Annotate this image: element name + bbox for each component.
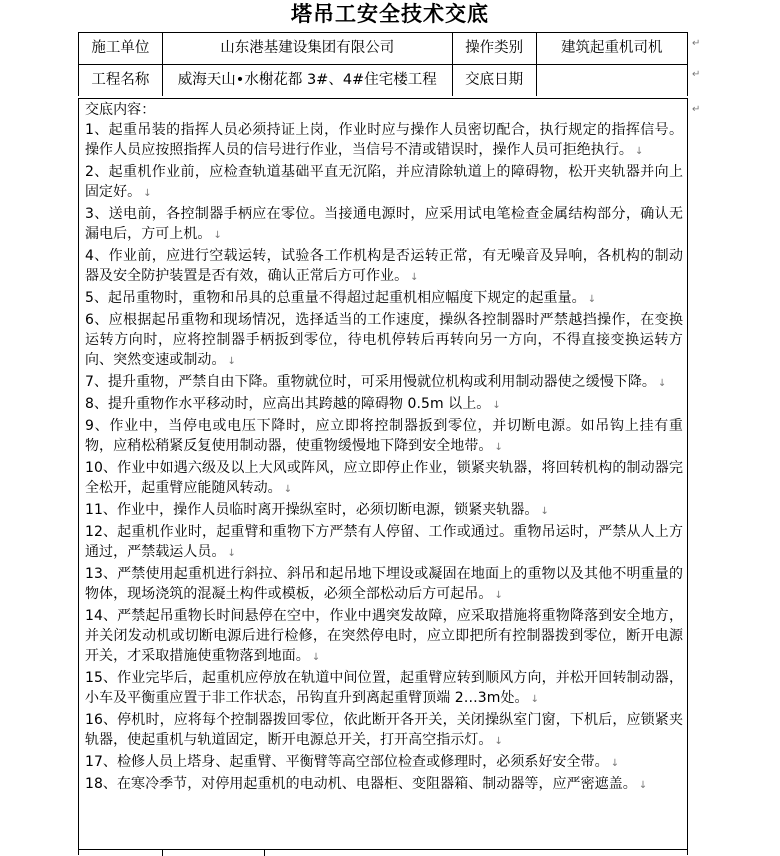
paragraph-mark-icon: ↓ [143,188,152,199]
label-project-name: 工程名称 [79,65,163,96]
paragraph-mark-icon: ↓ [492,400,501,411]
paragraph-mark-icon: ↓ [494,442,503,453]
list-item [85,394,683,416]
paragraph-mark-icon: ↓ [657,378,667,389]
item-text: 17、检修人员上塔身、起重臂、平衡臂等高空部位检查或修理时，必须系好安全带。 [85,754,609,770]
row-end-mark-icon: ↵ [692,38,701,49]
paragraph-mark-icon: ↓ [227,548,236,559]
item-text: 4、作业前，应进行空载运转，试验各工作机构是否运转正常，有无噪音及异响，各机构的制动器及安全防护装置是否有效，确认正常后方可作业。 [85,248,683,284]
paragraph-mark-icon: ↓ [587,294,597,305]
row-end-mark-icon: ↵ [692,69,701,80]
list-item [85,522,683,564]
row-end-mark-icon: ↵ [692,104,701,115]
briefing-content [78,98,688,855]
item-text: 14、严禁起吊重物长时间悬停在空中，作业中遇突发故障，应采取措施将重物降落到安全地方，并关闭发动机或切断电源后进行检修，在突然停电时，应立即把所有控制器拨到零位，断开电源开关，才采取措施使重物落到地面。 [85,608,683,664]
paragraph-mark-icon: ↓ [311,652,321,663]
paragraph-mark-icon: ↓ [283,484,293,495]
value-briefing-date [537,65,688,96]
item-text: 7、提升重物，严禁自由下降。重物就位时，可采用慢就位机构或利用制动器使之缓慢下降。 [85,374,656,390]
item-text: 8、提升重物作水平移动时，应高出其跨越的障碍物 0.5m 以上。 [85,396,491,412]
label-briefing-date: 交底日期 [453,65,537,96]
document-title: 塔吊工安全技术交底 [291,1,489,26]
list-item [85,458,683,500]
info-row-project [78,64,688,96]
content-label: 交底内容： [85,102,156,118]
list-item [85,710,683,752]
list-item [85,500,683,522]
list-item [85,204,683,246]
list-item [85,752,683,774]
paragraph-mark-icon: ↓ [610,758,620,769]
list-item [85,564,683,606]
label-construction-unit: 施工单位 [79,33,163,64]
paragraph-mark-icon: ↓ [540,506,549,517]
paragraph-mark-icon: ↓ [410,272,419,283]
value-project-name: 威海天山•水榭花都 3#、4#住宅楼工程 [163,65,453,96]
label-operation-type: 操作类别 [453,33,537,64]
list-item [85,288,683,310]
item-list [85,120,683,796]
item-text: 2、起重机作业前，应检查轨道基础平直无沉陷，并应清除轨道上的障碍物，松开夹轨器并向上固定好。 [85,164,683,200]
value-operation-type: 建筑起重机司机 [561,40,663,56]
item-text: 1、起重吊装的指挥人员必须持证上岗，作业时应与操作人员密切配合，执行规定的指挥信号。操作人员应按照指挥人员的信号进行作业，当信号不清或错误时，操作人员可拒绝执行。 [85,122,683,158]
item-text: 15、作业完毕后，起重机应停放在轨道中间位置，起重臂应转到顺风方向，并松开回转制动器，小车及平衡重应置于非工作状态，吊钩直升到离起重臂顶端 2…3m处。 [85,670,683,706]
paragraph-mark-icon: ↓ [530,694,539,705]
item-text: 13、严禁使用起重机进行斜拉、斜吊和起吊地下埋设或凝固在地面上的重物以及其他不明重量的物体，现场浇筑的混凝土构件或模板，必须全部松动后方可起吊。 [85,566,683,602]
paragraph-mark-icon: ↓ [494,736,503,747]
list-item [85,120,683,162]
item-text: 11、作业中，操作人员临时离开操纵室时，必须切断电源，锁紧夹轨器。 [85,502,539,518]
list-item [85,606,683,668]
list-item [85,774,683,796]
info-row-unit [78,32,688,64]
item-text: 12、起重机作业时，起重臂和重物下方严禁有人停留、工作或通过。重物吊运时，严禁从人上方通过，严禁载运人员。 [85,524,683,560]
item-text: 5、起吊重物时，重物和吊具的总重量不得超过起重机相应幅度下规定的起重量。 [85,290,586,306]
list-item [85,668,683,710]
paragraph-mark-icon: ↓ [213,230,222,241]
paragraph-mark-icon: ↓ [638,780,648,791]
item-text: 10、作业中如遇六级及以上大风或阵风，应立即停止作业，锁紧夹轨器，将回转机构的制动器完全松开，起重臂应能随风转动。 [85,460,683,496]
info-table [78,32,688,96]
paragraph-mark-icon: ↓ [634,146,644,157]
paragraph-mark-icon: ↓ [227,356,236,367]
value-construction-unit: 山东港基建设集团有限公司 [163,33,453,64]
item-text: 3、送电前，各控制器手柄应在零位。当接通电源时，应采用试电笔检查金属结构部分，确认无漏电后，方可上机。 [85,206,683,242]
item-text: 9、作业中，当停电或电压下降时，应立即将控制器扳到零位，并切断电源。如吊钩上挂有重物，应稍松稍紧反复使用制动器，使重物缓慢地下降到安全地带。 [85,418,683,454]
list-item [85,372,683,394]
item-text: 18、在寒冷季节，对停用起重机的电动机、电器柜、变阻器箱、制动器等，应严密遮盖。 [85,776,637,792]
item-text: 16、停机时，应将每个控制器拨回零位，依此断开各开关，关闭操纵室门窗，下机后，应锁紧夹轨器，使起重机与轨道固定，断开电源总开关，打开高空指示灯。 [85,712,683,748]
item-text: 6、应根据起吊重物和现场情况，选择适当的工作速度，操纵各控制器时严禁越挡操作，在变换运转方向时，应将控制器手柄扳到零位，待电机停转后再转向另一方向，不得直接变换运转方向、突然变速或制动。 [85,312,683,368]
list-item [85,162,683,204]
paragraph-mark-icon: ↓ [494,590,503,601]
list-item [85,246,683,288]
list-item [85,310,683,372]
list-item [85,416,683,458]
